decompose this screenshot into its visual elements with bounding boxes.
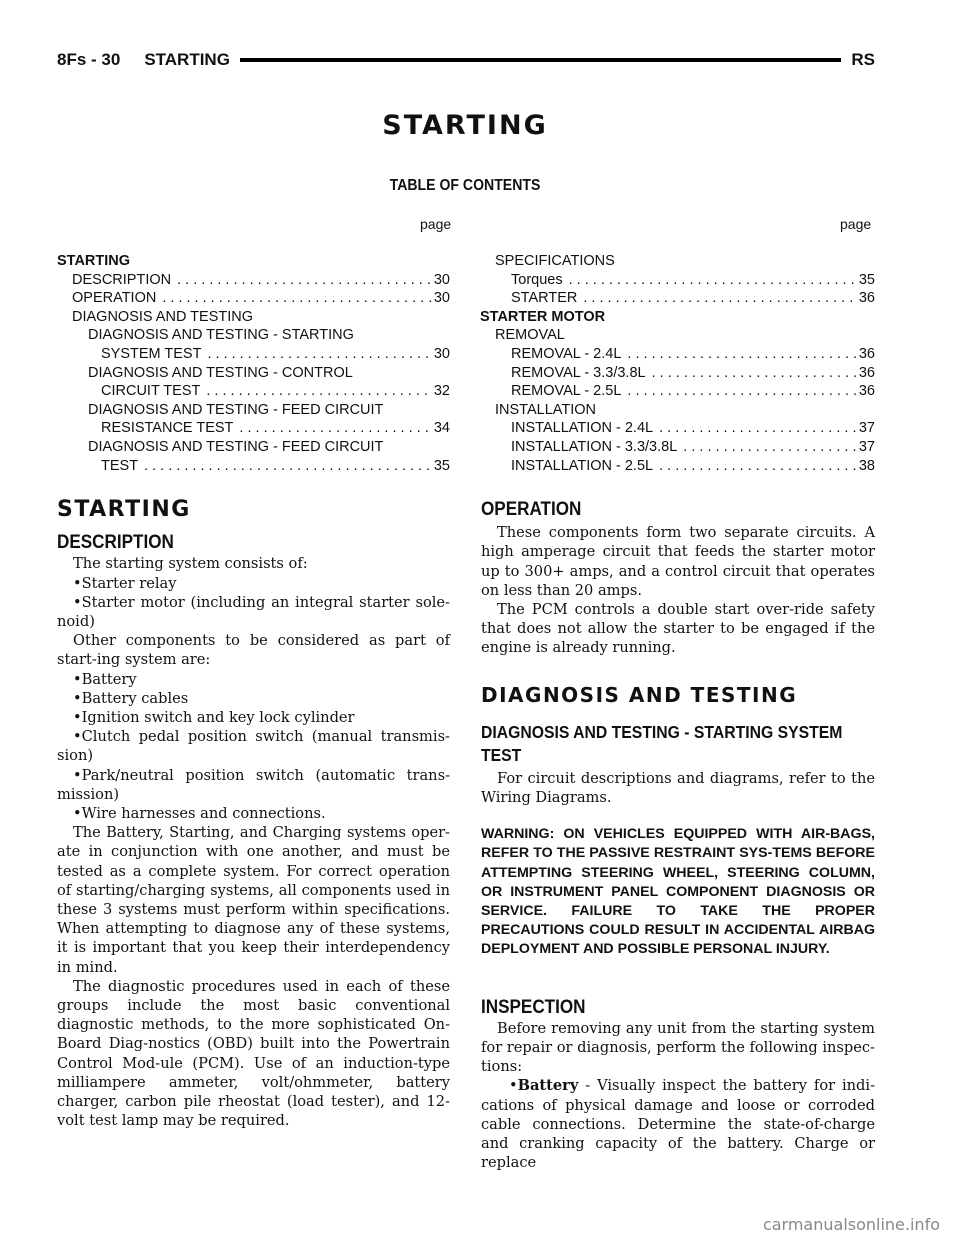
toc-entry [57, 382, 450, 401]
toc-entry [57, 401, 450, 420]
toc-entry-page: 30 [433, 271, 450, 288]
toc-entry-title: SYSTEM TEST [101, 345, 202, 362]
inspection-battery-item: •Battery - Visually inspect the battery for indi-cations of physical damage and loose or corroded cable connections. Determine the state-of-charge and cranking capacity of the battery. Charge or replace [481, 1077, 875, 1172]
toc-entry [57, 326, 450, 345]
running-header [57, 50, 875, 70]
toc-entry-title: STARTER MOTOR [480, 308, 606, 325]
header-section: STARTING [144, 50, 230, 69]
toc-leader-dots [144, 457, 432, 476]
toc-entry [480, 345, 875, 364]
toc-entry-title: REMOVAL - 3.3/3.8L [511, 364, 646, 381]
desc-other: Other components to be considered as part of start-ing system are: [57, 632, 450, 669]
toc-entry-title: RESISTANCE TEST [101, 420, 234, 437]
toc-entry [57, 345, 450, 364]
toc-entry-title: DIAGNOSIS AND TESTING [72, 308, 254, 325]
toc-entry-title: STARTER [511, 290, 578, 307]
description-heading: DESCRIPTION [57, 532, 174, 554]
page-number: 8Fs - 30 [57, 50, 121, 69]
inspection-battery-text: - Visually inspect the battery for indi-cations of physical damage and loose or corroded cable connections. Determine the state-of-charge and cranking capacity of the battery. Charge or replace [481, 1077, 875, 1172]
right-body-column [481, 500, 875, 1172]
diag-para: For circuit descriptions and diagrams, refer to the Wiring Diagrams. [481, 769, 875, 807]
toc-entry-page: 35 [858, 271, 875, 288]
toc-entry-title: STARTING [57, 253, 131, 269]
toc-entry [480, 438, 875, 457]
toc-leader-dots [627, 345, 856, 364]
toc-entry-page: 30 [433, 290, 450, 307]
warning-text: WARNING: ON VEHICLES EQUIPPED WITH AIR-BAGS, REFER TO THE PASSIVE RESTRAINT SYS-TEMS BEFORE ATTEMPTING STEERING WHEEL, STEERING COLUMN, OR INSTRUMENT PANEL COMPONENT DIAGNOSIS OR SERVICE. FAILURE TO TAKE THE PROPER PRECAUTIONS COULD RESULT IN ACCIDENTAL AIRBAG DEPLOYMENT AND POSSIBLE PERSONAL INJURY. [481, 826, 875, 958]
toc-leader-dots [162, 289, 432, 308]
toc-entry [57, 438, 450, 457]
section-title: STARTING [57, 497, 191, 522]
toc-leader-dots [683, 438, 857, 457]
toc-entry-title: Torques [511, 271, 563, 288]
toc-leader-dots [627, 382, 856, 401]
watermark: carmanualsonline.info [762, 1215, 940, 1234]
toc-entry [57, 457, 450, 476]
toc-entry [57, 252, 450, 271]
bullet-item: •Park/neutral position switch (automatic trans-mission) [57, 766, 450, 803]
bullet-item-text: Ignition switch and key lock cylinder [81, 709, 355, 727]
toc-page-label-right: page [840, 216, 872, 232]
toc-entry [480, 401, 875, 420]
toc-entry-page: 36 [858, 383, 875, 400]
toc-right-column [480, 252, 875, 475]
toc-entry [57, 308, 450, 327]
toc-entry-title: TEST [101, 457, 139, 474]
toc-entry-page: 37 [858, 438, 875, 455]
desc-list [57, 574, 450, 632]
toc-entry-title: DIAGNOSIS AND TESTING - STARTING [88, 327, 354, 344]
toc-entry-title: REMOVAL - 2.4L [511, 345, 622, 362]
toc-entry [57, 271, 450, 290]
toc-entry [480, 326, 875, 345]
diagnosis-heading: DIAGNOSIS AND TESTING [481, 682, 798, 707]
diagnosis-subheading: DIAGNOSIS AND TESTING - STARTING SYSTEM TEST [481, 721, 843, 765]
bullet-item: •Starter motor (including an integral starter sole-noid) [57, 593, 450, 631]
header-rule [240, 58, 841, 62]
bullet-item: •Wire harnesses and connections. [73, 805, 326, 823]
toc-page-label-left: page [420, 216, 452, 232]
bullet-item-text: Park/neutral position switch (automatic trans-mission) [57, 766, 450, 803]
toc-entry-page: 36 [858, 345, 875, 362]
op-para2: The PCM controls a double start over-ride safety that does not allow the starter to be engaged if the engine is already running. [481, 601, 875, 657]
header-code: RS [851, 50, 875, 69]
toc-leader-dots [239, 419, 431, 438]
toc-leader-dots [652, 364, 857, 383]
toc-entry-page: 36 [858, 290, 875, 307]
toc-entry [480, 271, 875, 290]
bullet-item-text: Starter motor (including an integral starter sole-noid) [57, 593, 450, 631]
desc-para1: The Battery, Starting, and Charging systems oper-ate in conjunction with one another, and must be tested as a complete system. For correct operation of starting/charging systems, all components used in these 3 systems must perform within specifications. When attempting to diagnose any of these systems, it is important that you keep their interdependency in mind. [57, 824, 450, 976]
toc-leader-dots [177, 271, 432, 290]
toc-entry-title: REMOVAL - 2.5L [511, 383, 622, 400]
toc-title: TABLE OF CONTENTS [389, 177, 541, 194]
toc-entry [480, 382, 875, 401]
bullet-item-text: Starter relay [81, 574, 177, 592]
desc-para2: The diagnostic procedures used in each of these groups include the most basic conventional diagnostic methods, to the more sophisticated On-Board Diag-nostics (OBD) built into the Powertrain Control Mod-ule (PCM). Use of an induction-type milliampere ammeter, volt/ohmmeter, battery charger, carbon pile rheostat (load tester), and 12-volt test lamp may be required. [57, 977, 450, 1130]
toc-entry [480, 308, 875, 327]
toc-entry-title: INSTALLATION - 2.4L [511, 420, 654, 437]
bullet-item: •Clutch pedal position switch (manual transmis-sion) [57, 728, 450, 765]
bullet-item-text: Battery [81, 670, 137, 688]
toc-entry [57, 364, 450, 383]
bullet-item: •Starter relay [73, 574, 177, 592]
bullet-item: •Battery cables [73, 689, 189, 707]
toc-entry-title: INSTALLATION - 2.5L [511, 457, 654, 474]
bullet-item-text: Wire harnesses and connections. [81, 805, 326, 823]
toc-leader-dots [569, 271, 857, 290]
toc-entry-title: DIAGNOSIS AND TESTING - FEED CIRCUIT [88, 438, 384, 455]
inspection-battery-label: Battery [517, 1077, 579, 1095]
toc-entry [57, 289, 450, 308]
toc-entry-page: 34 [433, 420, 450, 437]
toc-entry-title: INSTALLATION - 3.3/3.8L [511, 438, 678, 455]
toc-leader-dots [207, 345, 431, 364]
bullet-item-text: Clutch pedal position switch (manual transmis-sion) [57, 728, 450, 765]
toc-entry-page: 35 [433, 457, 450, 474]
toc-leader-dots [583, 289, 857, 308]
toc-entry [57, 419, 450, 438]
toc-entry-title: REMOVAL [495, 327, 565, 344]
bullet-item: •Ignition switch and key lock cylinder [73, 709, 355, 727]
left-body-column [57, 497, 450, 1131]
toc-entry-title: INSTALLATION [495, 401, 596, 418]
toc-left-column [57, 252, 450, 475]
toc-entry-page: 32 [433, 383, 450, 400]
toc-entry-page: 38 [858, 457, 875, 474]
toc-entry-title: CIRCUIT TEST [101, 383, 201, 400]
toc-entry-title: DESCRIPTION [72, 271, 172, 288]
inspection-heading: INSPECTION [481, 996, 586, 1018]
inspection-para: Before removing any unit from the starting system for repair or diagnosis, perform the following inspec-tions: [481, 1019, 875, 1076]
bullet-item-text: Battery cables [81, 689, 189, 707]
toc-entry-page: 30 [433, 345, 450, 362]
toc-entry-title: OPERATION [72, 290, 157, 307]
toc-leader-dots [659, 419, 857, 438]
toc-entry-page: 37 [858, 420, 875, 437]
toc-leader-dots [659, 457, 857, 476]
op-para1: These components form two separate circuits. A high amperage circuit that feeds the starter motor up to 300+ amps, and a control circuit that operates on less than 20 amps. [481, 524, 875, 599]
other-list [57, 670, 450, 824]
toc-entry [480, 457, 875, 476]
toc-entry [480, 419, 875, 438]
desc-intro: The starting system consists of: [73, 555, 308, 573]
bullet-item: •Battery [73, 670, 137, 688]
toc-leader-dots [206, 382, 431, 401]
operation-heading: OPERATION [481, 499, 582, 520]
page-title: STARTING [382, 110, 548, 141]
toc-entry-title: SPECIFICATIONS [495, 253, 615, 269]
toc-entry [480, 364, 875, 383]
toc-entry [480, 289, 875, 308]
toc-entry-page: 36 [858, 364, 875, 381]
toc-entry-title: DIAGNOSIS AND TESTING - FEED CIRCUIT [88, 401, 384, 418]
toc-entry-title: DIAGNOSIS AND TESTING - CONTROL [88, 364, 353, 381]
toc-entry [480, 252, 875, 271]
